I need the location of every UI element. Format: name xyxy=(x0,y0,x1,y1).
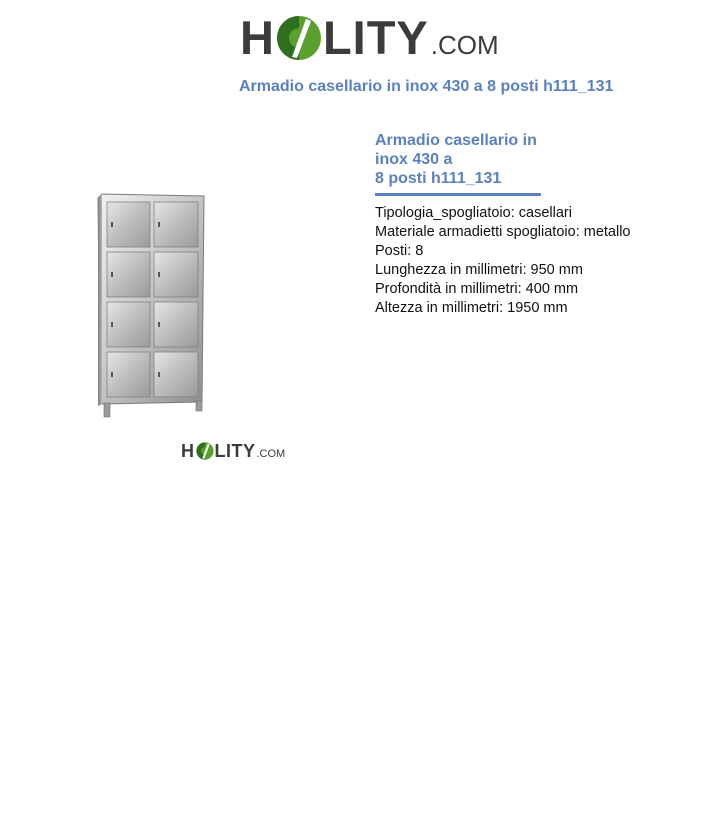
logo-text-left: H xyxy=(240,11,275,64)
spec-item: Profondità in millimetri: 400 mm xyxy=(375,281,579,297)
page-title: Armadio casellario in inox 430 a 8 posti h111_131 xyxy=(239,78,614,95)
spec-item: Lunghezza in millimetri: 950 mm xyxy=(375,262,583,278)
logo-o-icon xyxy=(276,15,322,61)
logo-text-right: LITY xyxy=(322,11,429,64)
product-title-line: inox 430 a xyxy=(375,151,453,168)
product-title xyxy=(375,131,545,188)
image-logo-text-right: LITY xyxy=(214,441,256,461)
logo-suffix: .COM xyxy=(430,30,499,60)
title-underline xyxy=(375,193,541,196)
spec-item: Altezza in millimetri: 1950 mm xyxy=(375,300,568,316)
image-logo-suffix: .COM xyxy=(256,448,286,460)
image-watermark-logo xyxy=(181,438,285,464)
site-logo[interactable] xyxy=(240,10,499,66)
logo-o-icon xyxy=(196,442,214,460)
product-title-line: Armadio casellario in xyxy=(375,132,537,149)
product-image xyxy=(92,192,208,420)
spec-item: Materiale armadietti spogliatoio: metallo xyxy=(375,224,631,240)
product-specs xyxy=(375,204,631,318)
spec-item: Posti: 8 xyxy=(375,243,424,259)
image-logo-text-left: H xyxy=(181,441,195,461)
product-title-line: 8 posti h111_131 xyxy=(375,170,502,187)
spec-item: Tipologia_spogliatoio: casellari xyxy=(375,205,572,221)
